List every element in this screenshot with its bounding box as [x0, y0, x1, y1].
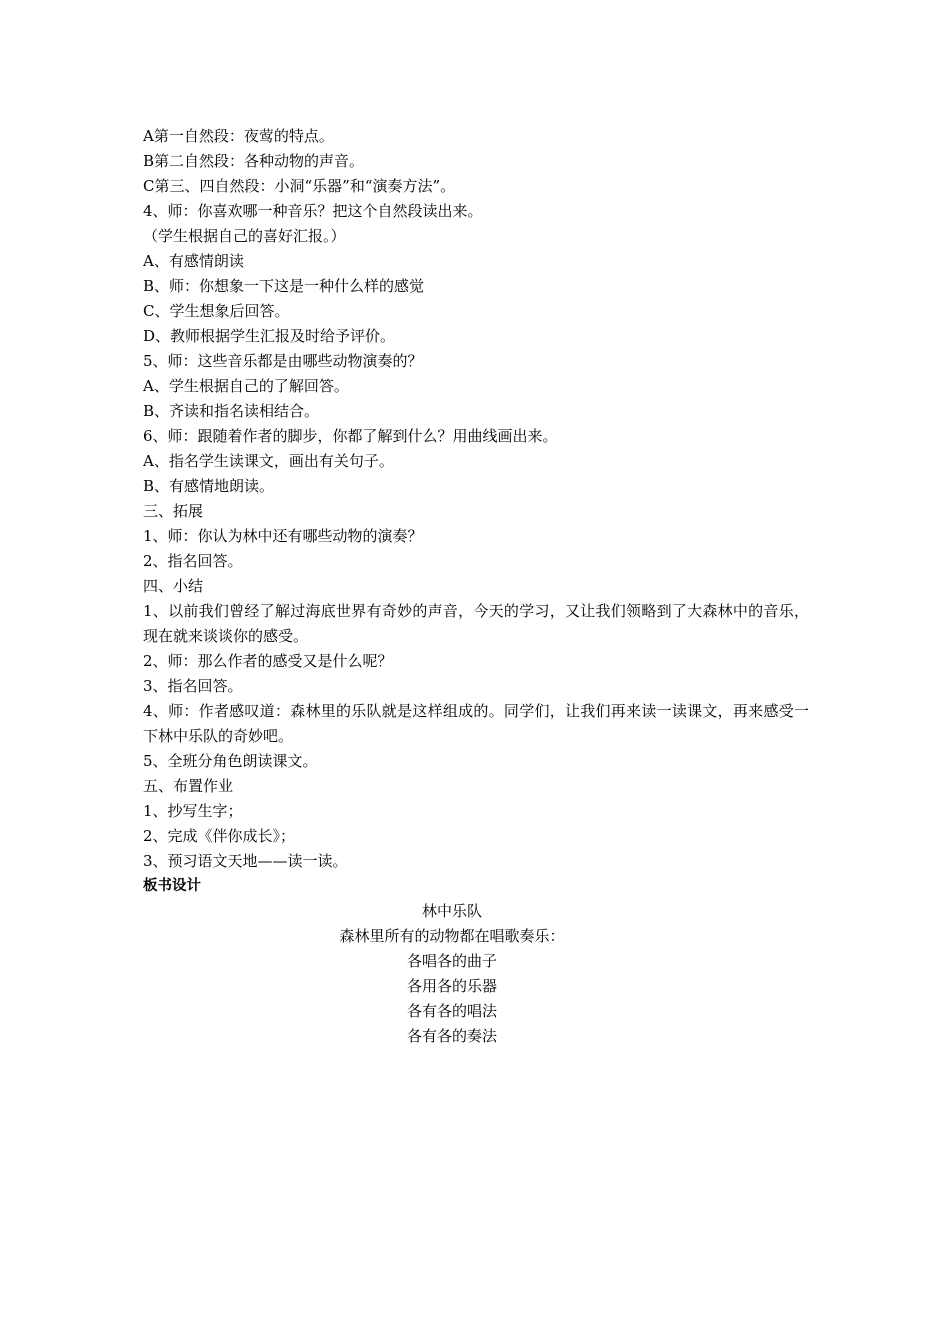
paragraph: B、有感情地朗读。 — [143, 477, 275, 495]
board-design-title: 林中乐队 — [421, 902, 482, 920]
paragraph: B、齐读和指名读相结合。 — [143, 402, 320, 420]
document-body — [143, 124, 809, 1049]
board-design — [119, 899, 785, 1049]
paragraph: 2、师：那么作者的感受又是什么呢？ — [143, 652, 393, 670]
paragraph: D、教师根据学生汇报及时给予评价。 — [143, 327, 396, 345]
paragraph: A、学生根据自己的了解回答。 — [143, 377, 349, 395]
paragraph: A、有感情朗读 — [143, 252, 244, 270]
paragraph: 1、师：你认为林中还有哪些动物的演奏？ — [143, 527, 423, 545]
board-design-line: 各有各的奏法 — [406, 1027, 497, 1045]
paragraph: 4、师：作者感叹道：森林里的乐队就是这样组成的。同学们，让我们再来读一读课文，再来感受一下林中乐队的奇妙吧。 — [143, 702, 809, 745]
board-design-line: 各用各的乐器 — [406, 977, 497, 995]
board-design-heading: 板书设计 — [143, 878, 201, 894]
board-design-line: 各有各的唱法 — [406, 1002, 497, 1020]
board-design-line: 各唱各的曲子 — [406, 952, 497, 970]
paragraph: 2、指名回答。 — [143, 552, 243, 570]
board-design-line: 森林里所有的动物都在唱歌奏乐： — [339, 927, 565, 945]
section-heading-extension: 三、拓展 — [143, 502, 204, 520]
paragraph: A第一自然段：夜莺的特点。 — [143, 127, 334, 145]
paragraph: B第二自然段：各种动物的声音。 — [143, 152, 365, 170]
paragraph: 5、师：这些音乐都是由哪些动物演奏的？ — [143, 352, 423, 370]
paragraph: 4、师：你喜欢哪一种音乐？把这个自然段读出来。 — [143, 202, 483, 220]
paragraph: 2、完成《伴你成长》； — [143, 827, 296, 845]
paragraph: C第三、四自然段：小洞“乐器”和“演奏方法”。 — [143, 177, 456, 195]
paragraph: 6、师：跟随着作者的脚步，你都了解到什么？用曲线画出来。 — [143, 427, 558, 445]
paragraph: A、指名学生读课文，画出有关句子。 — [143, 452, 394, 470]
paragraph: 1、以前我们曾经了解过海底世界有奇妙的声音，今天的学习，又让我们领略到了大森林中的音乐，现在就来谈谈你的感受。 — [143, 602, 809, 645]
section-heading-homework: 五、布置作业 — [143, 777, 234, 795]
paragraph: 1、抄写生字； — [143, 802, 243, 820]
paragraph: C、学生想象后回答。 — [143, 302, 290, 320]
paragraph: 3、指名回答。 — [143, 677, 243, 695]
paragraph: 3、预习语文天地——读一读。 — [143, 852, 348, 870]
section-heading-summary: 四、小结 — [143, 577, 204, 595]
paragraph: B、师：你想象一下这是一种什么样的感觉 — [143, 277, 425, 295]
paragraph: 5、全班分角色朗读课文。 — [143, 752, 318, 770]
paragraph: （学生根据自己的喜好汇报。） — [143, 227, 346, 245]
